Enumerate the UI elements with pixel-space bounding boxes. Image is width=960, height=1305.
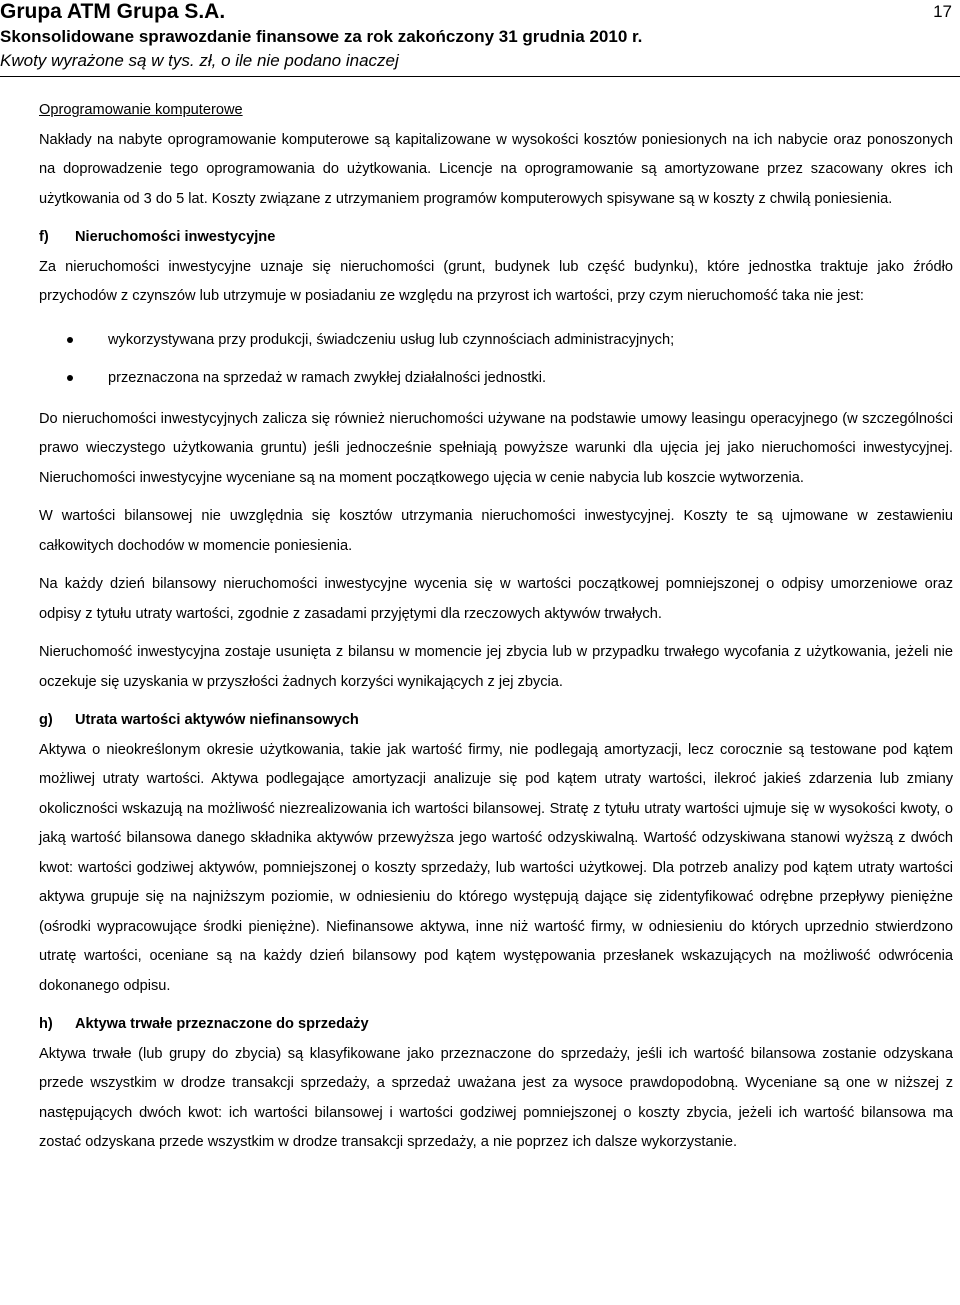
list-item-text: wykorzystywana przy produkcji, świadczeniu usług lub czynnościach administracyjnych; [108, 331, 675, 348]
list-item [39, 321, 953, 359]
document-body [39, 96, 953, 1167]
section-f-paragraph: Do nieruchomości inwestycyjnych zalicza się również nieruchomości używane na podstawie umowy leasingu operacyjnego (w szczególności prawo wieczystego użytkowania gruntu) jeśli jednocześnie spełniają powyższe warunki dla ujęcia jej jako nieruchomości inwestycyjnej. Nieruchomości inwestycyjne wyceniane są na moment początkowego ujęcia w cenie nabycia lub koszcie wytworzenia. [39, 410, 953, 486]
bullet-icon [67, 337, 73, 343]
units-note: Kwoty wyrażone są w tys. zł, o ile nie podano inaczej [0, 51, 399, 70]
section-g-title: Utrata wartości aktywów niefinansowych [75, 712, 359, 728]
section-h-paragraph: Aktywa trwałe (lub grupy do zbycia) są klasyfikowane jako przeznaczone do sprzedaży, jeśli ich wartość bilansowa zostanie odzyskana przede wszystkim w drodze transakcji sprzedaży, a sprzedaż uważana jest za wysoce prawdopodobną. Wyceniane są one w niższej z następujących dwóch kwot: ich wartości bilansowej i wartości godziwej pomniejszonej o koszty zbycia, jeżeli ich wartość bilansowa ma zostać odzyskana przede wszystkim w drodze transakcji sprzedaży, a nie poprzez ich dalsze wykorzystanie. [39, 1045, 953, 1150]
section-f-paragraph: Nieruchomość inwestycyjna zostaje usunięta z bilansu w momencie jej zbycia lub w przypadku trwałego wycofania z użytkowania, jeżeli nie oczekuje się uzyskania w przyszłości żadnych korzyści wynikających z jej zbycia. [39, 644, 953, 690]
section-h-heading [39, 1010, 953, 1040]
list-item [39, 359, 953, 397]
header-divider [0, 76, 960, 77]
section-f-paragraph: Na każdy dzień bilansowy nieruchomości inwestycyjne wycenia się w wartości początkowej pomniejszonej o odpisy umorzeniowe oraz odpisy z tytułu utraty wartości, zgodnie z zasadami przyjętymi dla rzeczowych aktywów trwałych. [39, 576, 953, 622]
section-f-heading [39, 223, 953, 253]
section-f-paragraph: W wartości bilansowej nie uwzględnia się kosztów utrzymania nieruchomości inwestycyjnej. Koszty te są ujmowane w zestawieniu całkowitych dochodów w momencie poniesienia. [39, 508, 953, 554]
section-f-title: Nieruchomości inwestycyjne [75, 229, 276, 245]
bullet-icon [67, 375, 73, 381]
section-h-letter: h) [39, 1016, 53, 1032]
section-g-heading [39, 706, 953, 736]
section-g-paragraph: Aktywa o nieokreślonym okresie użytkowania, takie jak wartość firmy, nie podlegają amortyzacji, lecz corocznie są testowane pod kątem możliwej utraty wartości. Aktywa podlegające amortyzacji analizuje się pod kątem utraty wartości, ilekroć jakieś zdarzenia lub zmiany okoliczności wskazują na możliwość niezrealizowania ich wartości bilansowej. Stratę z tytułu utraty wartości ujmuje się w wysokości kwoty, o jaką wartość bilansowa danego składnika aktywów przewyższa jego wartość odzyskiwalną. Wartość odzyskiwana stanowi wyższą z dwóch kwot: wartości godziwej aktywów, pomniejszonej o koszty sprzedaży, lub wartości użytkowej. Dla potrzeb analizy pod kątem utraty wartości aktywa grupuje się na najniższym poziomie, w odniesieniu do którego występują dające się zidentyfikować odrębne przepływy pieniężne (ośrodki wypracowujące środki pieniężne). Niefinansowe aktywa, inne niż wartość firmy, w odniesieniu do których uprzednio stwierdzono utratę wartości, oceniane są na każdy dzień bilansowy pod kątem występowania przesłanek wskazujących na możliwość odwrócenia dokonanego odpisu. [39, 741, 953, 994]
section-f-letter: f) [39, 229, 49, 245]
section-h-title: Aktywa trwałe przeznaczone do sprzedaży [75, 1016, 369, 1032]
section-g-letter: g) [39, 712, 53, 728]
section-f-intro: Za nieruchomości inwestycyjne uznaje się nieruchomości (grunt, budynek lub część budynku), które jednostka traktuje jako źródło przychodów z czynszów lub utrzymuje w posiadaniu ze względu na przyrost ich wartości, przy czym nieruchomość taka nie jest: [39, 258, 953, 304]
report-title: Skonsolidowane sprawozdanie finansowe za rok zakończony 31 grudnia 2010 r. [0, 27, 643, 46]
section-f-bullet-list [39, 321, 953, 397]
software-subheading: Oprogramowanie komputerowe [39, 102, 243, 118]
software-paragraph: Nakłady na nabyte oprogramowanie komputerowe są kapitalizowane w wysokości kosztów poniesionych na ich nabycie oraz ponoszonych na doprowadzenie tego oprogramowania do użytkowania. Licencje na oprogramowanie są amortyzowane przez szacowany okres ich użytkowania od 3 do 5 lat. Koszty związane z utrzymaniem programów komputerowych spisywane są w koszty z chwilą poniesienia. [39, 131, 953, 207]
list-item-text: przeznaczona na sprzedaż w ramach zwykłej działalności jednostki. [108, 369, 547, 386]
page-header [0, 0, 960, 78]
company-name: Grupa ATM Grupa S.A. [0, 0, 226, 23]
page-number: 17 [933, 2, 952, 21]
